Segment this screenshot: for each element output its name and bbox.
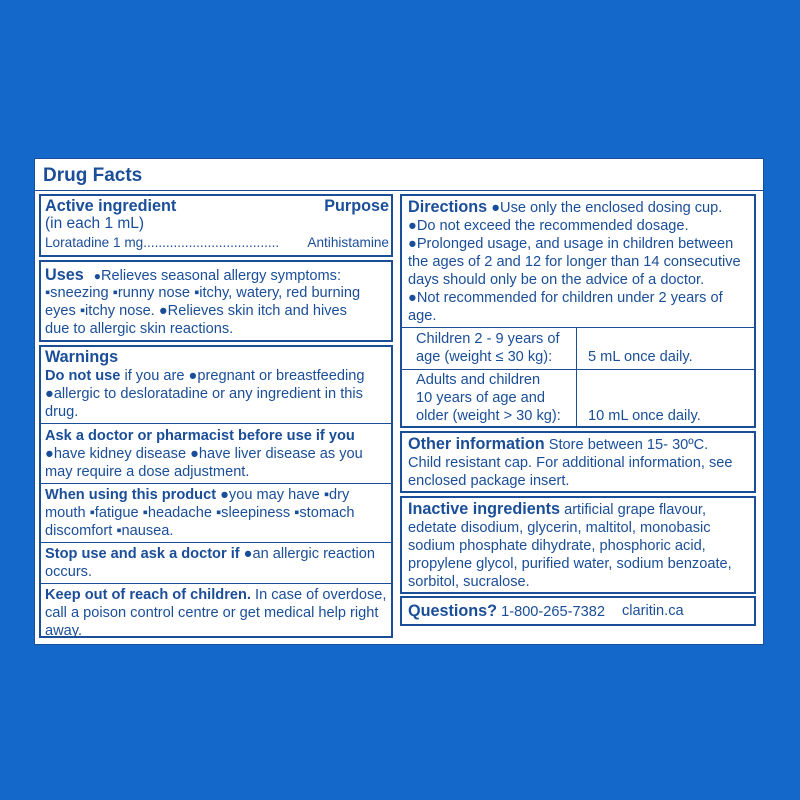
active-ingredient-section [39, 194, 393, 257]
dosing-table-divider [576, 327, 577, 426]
other-info-line-2: Child resistant cap. For additional information, see [408, 455, 733, 471]
uses-line-1: Uses ●Relieves seasonal allergy symptoms: [45, 266, 342, 284]
directions-line-5: days should only be on the advice of a doctor. [408, 272, 705, 288]
directions-line-4: the ages of 2 and 12 for longer than 14 consecutive [408, 254, 741, 270]
dosing-row-1-dose: 5 mL once daily. [588, 349, 693, 365]
warnings-heading: Warnings [45, 348, 119, 366]
dosing-row-2-who-2: 10 years of age and [416, 390, 546, 406]
uses-heading: Uses [45, 266, 84, 284]
inactive-heading: Inactive ingredients [408, 500, 561, 518]
inactive-line-1: Inactive ingredients artificial grape flavour, [408, 500, 707, 518]
inactive-line-2: edetate disodium, glycerin, maltitol, monobasic [408, 520, 711, 536]
website-link: claritin.ca [622, 603, 684, 619]
directions-heading: Directions [408, 198, 488, 216]
warnings-section [39, 345, 393, 638]
directions-line-2: ●Do not exceed the recommended dosage. [408, 218, 689, 234]
do-not-use-line-3: drug. [45, 404, 79, 420]
ask-doctor-line-1: ●have kidney disease ●have liver disease as you [45, 446, 363, 462]
questions-heading: Questions? [408, 602, 498, 620]
dosing-table-top [402, 327, 754, 328]
active-ingredient-sub: (in each 1 mL) [45, 215, 145, 232]
title-divider [35, 190, 763, 191]
when-using-line: When using this product ●you may have ▪dry [45, 487, 350, 503]
inactive-line-5: sorbitol, sucralose. [408, 574, 530, 590]
dosing-table-row-divider [402, 369, 754, 370]
keep-out-line-3: away. [45, 623, 83, 639]
inactive-ingredients-section [400, 496, 756, 594]
when-using-line-2: mouth ▪fatigue ▪headache ▪sleepiness ▪stomach [45, 505, 355, 521]
other-info-line-1: Other information Store between 15- 30ºC. [408, 435, 709, 453]
warnings-divider [41, 423, 391, 424]
inactive-line-4: propylene glycol, purified water, sodium benzoate, [408, 556, 732, 572]
directions-line-1: Directions ●Use only the enclosed dosing cup. [408, 198, 723, 216]
other-info-heading: Other information [408, 435, 545, 453]
purpose-heading: Purpose [324, 197, 389, 215]
warnings-divider [41, 583, 391, 584]
drug-facts-title: Drug Facts [43, 165, 143, 186]
leader-dots: .................................... [143, 235, 280, 250]
ingredient-purpose: Antihistamine [307, 235, 389, 250]
inactive-line-3: sodium phosphate dihydrate, phosphoric acid, [408, 538, 706, 554]
uses-section [39, 260, 393, 342]
active-ingredient-line [45, 234, 279, 252]
directions-section [400, 194, 756, 428]
ingredient-name: Loratadine 1 mg [45, 235, 144, 250]
drug-facts-label [34, 158, 764, 645]
do-not-use-line: Do not use if you are ●pregnant or breastfeeding [45, 368, 365, 384]
dosing-row-2-who-1: Adults and children [416, 372, 541, 388]
stop-use-line: Stop use and ask a doctor if ●an allergic reaction [45, 546, 375, 562]
ask-doctor-line-2: may require a dose adjustment. [45, 464, 250, 480]
phone-number: 1-800-265-7382 [497, 604, 605, 620]
questions-section [400, 596, 756, 626]
do-not-use-line-2: ●allergic to desloratadine or any ingredient in this [45, 386, 363, 402]
directions-line-3: ●Prolonged usage, and usage in children between [408, 236, 734, 252]
dosing-row-2-who-3: older (weight > 30 kg): [416, 408, 561, 424]
uses-line-3: eyes ▪itchy nose. ●Relieves skin itch and hives [45, 303, 347, 319]
ask-doctor-heading: Ask a doctor or pharmacist before use if you [45, 428, 355, 444]
dosing-row-2-dose: 10 mL once daily. [588, 408, 701, 424]
keep-out-line-2: call a poison control centre or get medical help right [45, 605, 379, 621]
directions-line-7: age. [408, 308, 437, 324]
other-information-section [400, 431, 756, 493]
directions-line-6: ●Not recommended for children under 2 years of [408, 290, 723, 306]
questions-line [408, 602, 605, 621]
dosing-row-1-who-1: Children 2 - 9 years of [416, 331, 560, 347]
warnings-divider [41, 542, 391, 543]
uses-line-4: due to allergic skin reactions. [45, 321, 234, 337]
uses-line-2: ▪sneezing ▪runny nose ▪itchy, watery, red burning [45, 285, 361, 301]
active-ingredient-heading: Active ingredient [45, 197, 177, 215]
other-info-line-3: enclosed package insert. [408, 473, 570, 489]
stop-use-line-2: occurs. [45, 564, 93, 580]
dosing-row-1-who-2: age (weight ≤ 30 kg): [416, 349, 553, 365]
bullet-icon: ● [93, 269, 101, 283]
warnings-divider [41, 483, 391, 484]
when-using-line-3: discomfort ▪nausea. [45, 523, 174, 539]
keep-out-line: Keep out of reach of children. In case of overdose, [45, 587, 387, 603]
